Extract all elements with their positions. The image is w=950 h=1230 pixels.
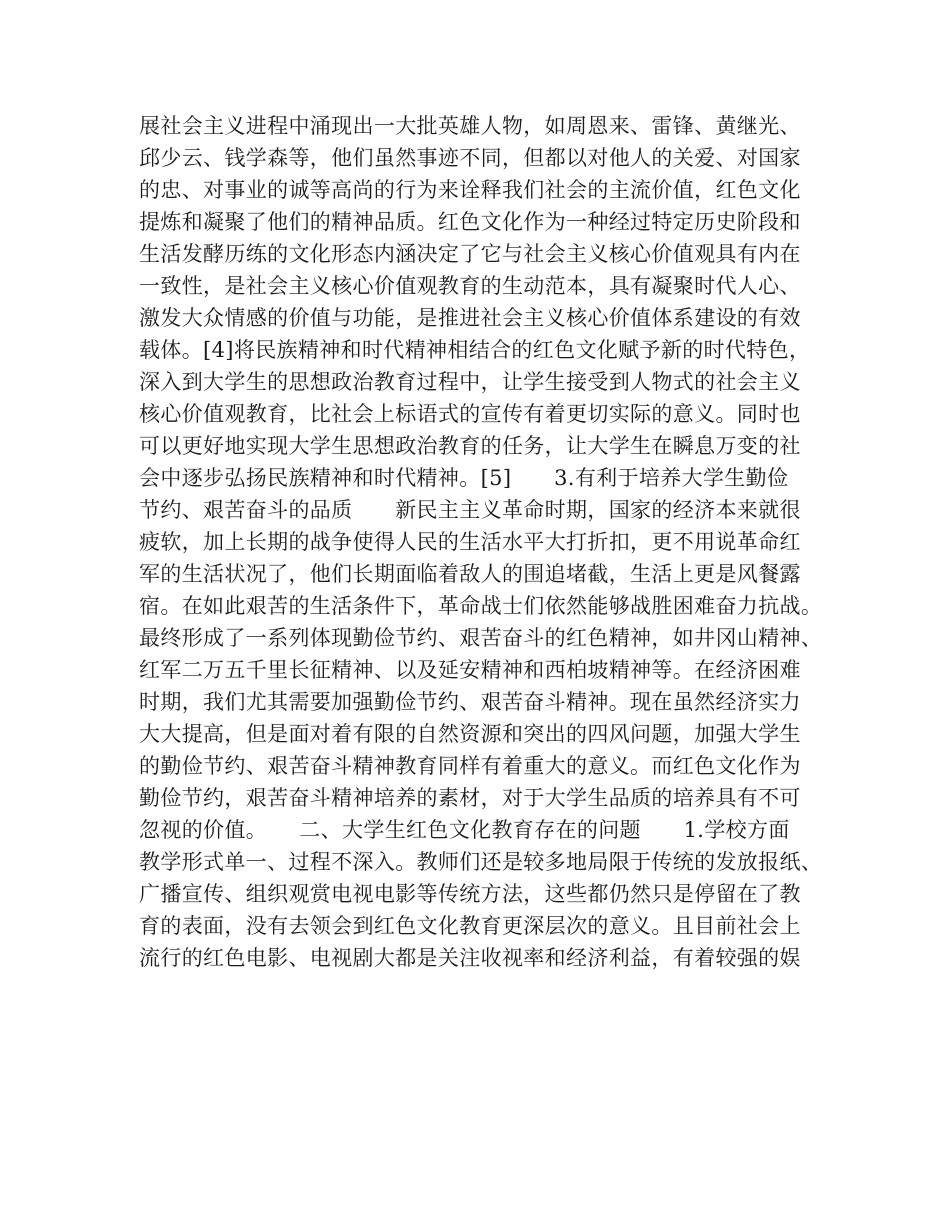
text-line: 深入到大学生的思想政治教育过程中，让学生接受到人物式的社会主义 — [139, 370, 801, 394]
text-line: 会中逐步弘扬民族精神和时代精神。[5] 3.有利于培养大学生勤俭 — [139, 466, 789, 490]
text-line: 核心价值观教育，比社会上标语式的宣传有着更切实际的意义。同时也 — [139, 402, 801, 426]
text-line: 忽视的价值。 二、大学生红色文化教育存在的问题 1.学校方面 — [139, 818, 790, 842]
text-line: 时期，我们尤其需要加强勤俭节约、艰苦奋斗精神。现在虽然经济实力 — [139, 690, 801, 714]
text-line: 育的表面，没有去领会到红色文化教育更深层次的意义。且目前社会上 — [139, 914, 801, 938]
text-line: 的勤俭节约、艰苦奋斗精神教育同样有着重大的意义。而红色文化作为 — [139, 754, 801, 778]
text-line: 疲软，加上长期的战争使得人民的生活水平大打折扣，更不用说革命红 — [139, 530, 801, 554]
text-line: 激发大众情感的价值与功能，是推进社会主义核心价值体系建设的有效 — [139, 306, 801, 330]
text-line: 大大提高，但是面对着有限的自然资源和突出的四风问题，加强大学生 — [139, 722, 801, 746]
text-line: 的忠、对事业的诚等高尚的行为来诠释我们社会的主流价值，红色文化 — [139, 178, 801, 202]
text-line: 教学形式单一、过程不深入。教师们还是较多地局限于传统的发放报纸、 — [139, 850, 823, 874]
text-line: 一致性，是社会主义核心价值观教育的生动范本，具有凝聚时代人心、 — [139, 274, 801, 298]
text-line: 流行的红色电影、电视剧大都是关注收视率和经济利益，有着较强的娱 — [139, 946, 801, 970]
text-line: 邱少云、钱学森等，他们虽然事迹不同，但都以对他人的关爱、对国家 — [139, 146, 801, 170]
text-line: 载体。[4]将民族精神和时代精神相结合的红色文化赋予新的时代特色， — [139, 338, 811, 362]
text-line: 广播宣传、组织观赏电视电影等传统方法，这些都仍然只是停留在了教 — [139, 882, 801, 906]
body-text — [139, 110, 829, 974]
text-line: 红军二万五千里长征精神、以及延安精神和西柏坡精神等。在经济困难 — [139, 658, 801, 682]
text-line: 节约、艰苦奋斗的品质 新民主主义革命时期，国家的经济本来就很 — [139, 498, 801, 522]
text-line: 提炼和凝聚了他们的精神品质。红色文化作为一种经过特定历史阶段和 — [139, 210, 801, 234]
text-line: 可以更好地实现大学生思想政治教育的任务，让大学生在瞬息万变的社 — [139, 434, 801, 458]
text-line: 展社会主义进程中涌现出一大批英雄人物，如周恩来、雷锋、黄继光、 — [139, 114, 801, 138]
text-line: 生活发酵历练的文化形态内涵决定了它与社会主义核心价值观具有内在 — [139, 242, 801, 266]
text-line: 最终形成了一系列体现勤俭节约、艰苦奋斗的红色精神，如井冈山精神、 — [139, 626, 823, 650]
text-line: 军的生活状况了，他们长期面临着敌人的围追堵截，生活上更是风餐露 — [139, 562, 801, 586]
text-line: 宿。在如此艰苦的生活条件下，革命战士们依然能够战胜困难奋力抗战。 — [139, 594, 823, 618]
text-line: 勤俭节约，艰苦奋斗精神培养的素材，对于大学生品质的培养具有不可 — [139, 786, 801, 810]
